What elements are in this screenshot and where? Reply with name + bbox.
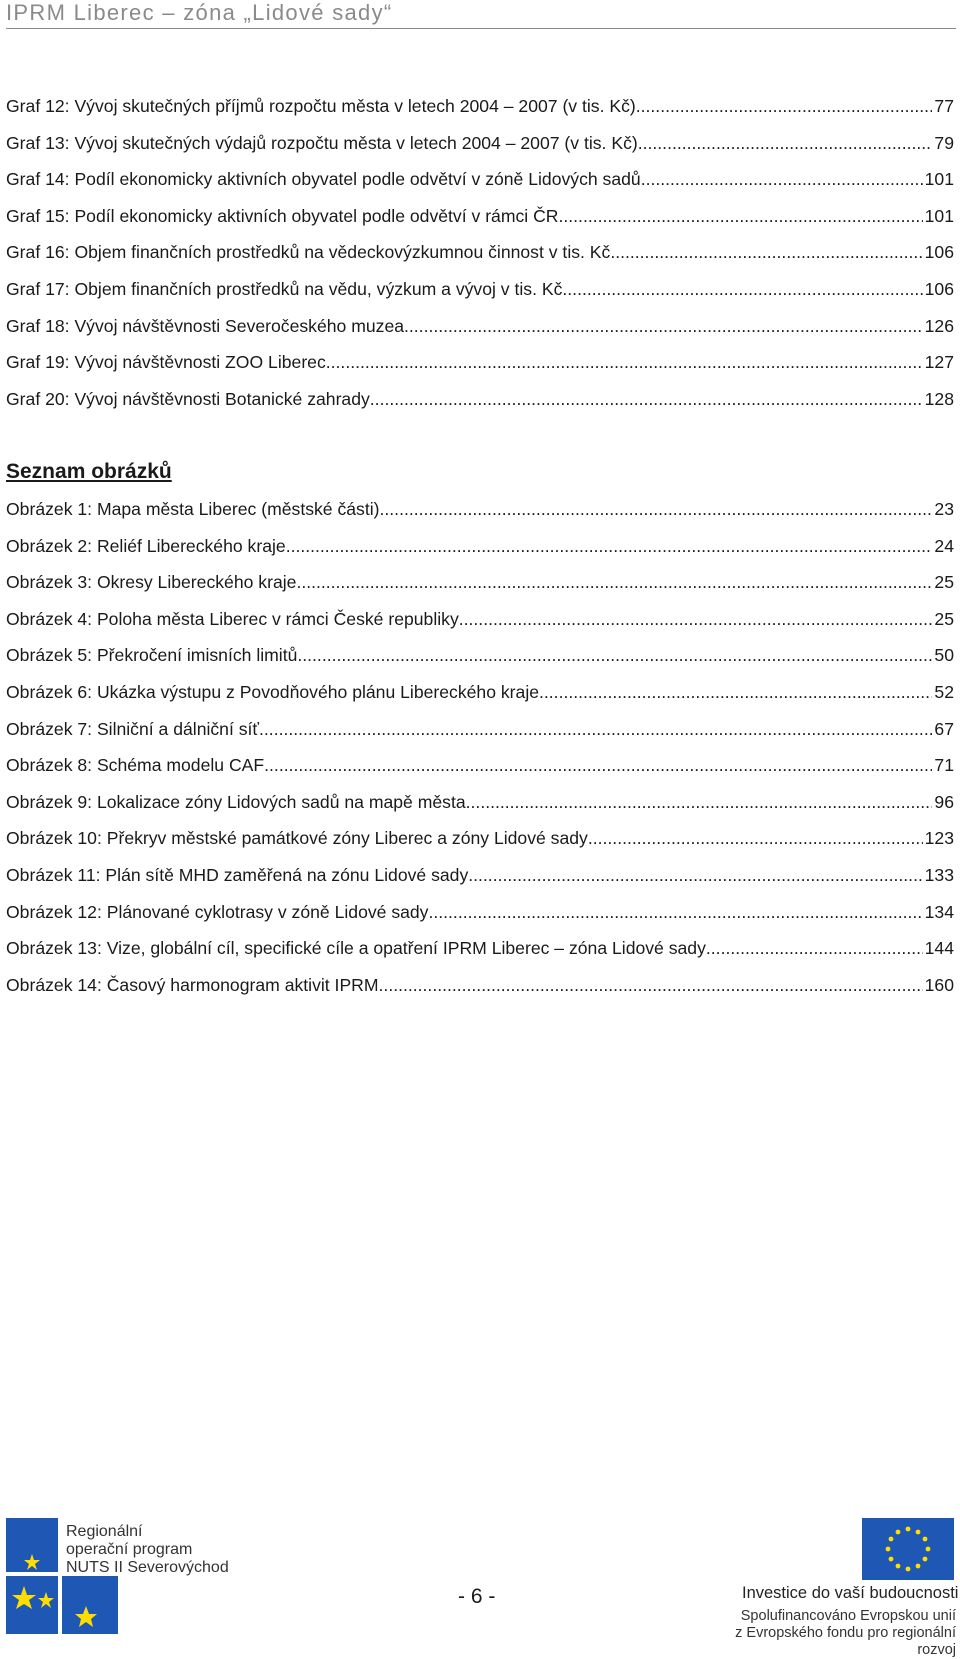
figure-list-entry[interactable]: [6, 901, 954, 938]
cofinance-line-1: Spolufinancováno Evropskou unií: [740, 1608, 956, 1624]
entry-page-number: 23: [934, 499, 954, 519]
dot-leader: [466, 791, 933, 813]
entry-title: Graf 16: Objem finančních prostředků na vědeckovýzkumnou činnost v tis. Kč: [6, 242, 611, 263]
entry-title: Graf 14: Podíl ekonomicky aktivních obyvatel podle odvětví v zóně Lidových sadů: [6, 169, 641, 190]
entry-page-number: 24: [934, 535, 954, 556]
entry-page-number: 101: [924, 169, 954, 190]
entry-title: Obrázek 5: Překročení imisních limitů: [6, 645, 298, 666]
entry-page-number: 52: [934, 681, 954, 702]
entry-page-number: 79: [934, 132, 954, 153]
dot-leader: [610, 241, 922, 263]
chart-list-entry[interactable]: [6, 388, 954, 425]
entry-title: Obrázek 10: Překryv městské památkové zóny Liberec a zóny Lidové sady: [6, 828, 588, 849]
dot-leader: [641, 168, 923, 190]
rop-line-2: operační program: [66, 1541, 193, 1558]
entry-title: Graf 19: Vývoj návštěvnosti ZOO Liberec: [6, 352, 326, 373]
header-divider: [6, 28, 956, 29]
figure-list: [6, 498, 954, 1010]
dot-leader: [459, 608, 933, 630]
entry-page-number: 77: [934, 96, 954, 116]
dot-leader: [297, 644, 932, 666]
dot-leader: [468, 864, 922, 886]
document-title: IPRM Liberec – zóna „Lidové sady“: [6, 0, 393, 25]
entry-title: Obrázek 6: Ukázka výstupu z Povodňového plánu Libereckého kraje: [6, 681, 540, 702]
chart-list: [6, 95, 954, 424]
entry-page-number: 71: [934, 755, 954, 776]
entry-title: Obrázek 8: Schéma modelu CAF: [6, 755, 265, 776]
entry-title: Graf 18: Vývoj návštěvnosti Severočeského muzea: [6, 315, 405, 336]
cofinance-line-2: z Evropského fondu pro regionální rozvoj: [735, 1625, 956, 1658]
entry-title: Obrázek 7: Silniční a dálniční síť: [6, 718, 260, 739]
page-header: [6, 0, 956, 30]
chart-list-entry[interactable]: [6, 205, 954, 242]
figure-list-entry[interactable]: [6, 535, 954, 572]
entry-title: Graf 20: Vývoj návštěvnosti Botanické zahrady: [6, 388, 370, 409]
entry-page-number: 25: [934, 572, 954, 593]
entry-page-number: 160: [924, 974, 954, 995]
entry-title: Obrázek 11: Plán sítě MHD zaměřená na zónu Lidové sady: [6, 864, 469, 885]
chart-list-entry[interactable]: [6, 278, 954, 315]
figure-list-entry[interactable]: [6, 644, 954, 681]
dot-leader: [259, 718, 932, 740]
figure-list-entry[interactable]: [6, 608, 954, 645]
page-number: - 6 -: [458, 1585, 496, 1608]
chart-list-entry[interactable]: [6, 168, 954, 205]
dot-leader: [428, 901, 922, 923]
entry-page-number: 101: [924, 205, 954, 226]
eu-flag-icon: [862, 1518, 954, 1580]
entry-page-number: 127: [924, 352, 954, 373]
entry-page-number: 133: [924, 864, 954, 885]
chart-list-entry[interactable]: [6, 315, 954, 352]
entry-title: Graf 13: Vývoj skutečných výdajů rozpočtu města v letech 2004 – 2007 (v tis. Kč): [6, 132, 638, 153]
rop-flag-right-block: [62, 1576, 118, 1634]
entry-page-number: 123: [924, 828, 954, 849]
entry-title: Obrázek 1: Mapa města Liberec (městské části): [6, 499, 380, 519]
entry-title: Graf 12: Vývoj skutečných příjmů rozpočtu města v letech 2004 – 2007 (v tis. Kč): [6, 96, 636, 116]
dot-leader: [638, 132, 933, 154]
dot-leader: [404, 315, 923, 337]
figure-list-entry[interactable]: [6, 754, 954, 791]
figure-list-entry[interactable]: [6, 571, 954, 608]
figure-list-entry[interactable]: [6, 864, 954, 901]
figure-list-entry[interactable]: [6, 937, 954, 974]
rop-logo: [6, 1518, 236, 1634]
eu-slogan: Investice do vaší budoucnosti: [742, 1584, 959, 1602]
dot-leader: [636, 95, 933, 117]
entry-title: Graf 17: Objem finančních prostředků na vědu, výzkum a vývoj v tis. Kč: [6, 278, 563, 299]
dot-leader: [264, 754, 932, 776]
entry-page-number: 25: [934, 608, 954, 629]
entry-page-number: 50: [934, 645, 954, 666]
entry-page-number: 144: [924, 938, 954, 959]
figures-heading: Seznam obrázků: [6, 460, 172, 483]
dot-leader: [296, 571, 932, 593]
entry-page-number: 67: [934, 718, 954, 739]
entry-page-number: 126: [924, 315, 954, 336]
chart-list-entry[interactable]: [6, 132, 954, 169]
figure-list-entry[interactable]: [6, 791, 954, 828]
rop-flag-bottom-block: [6, 1576, 58, 1634]
dot-leader: [326, 351, 923, 373]
entry-page-number: 128: [924, 388, 954, 409]
chart-list-entry[interactable]: [6, 241, 954, 278]
entry-title: Obrázek 12: Plánované cyklotrasy v zóně Lidové sady: [6, 901, 429, 922]
rop-line-3: NUTS II Severovýchod: [66, 1559, 229, 1576]
dot-leader: [380, 498, 933, 520]
entry-page-number: 106: [924, 242, 954, 263]
entry-title: Graf 15: Podíl ekonomicky aktivních obyvatel podle odvětví v rámci ČR: [6, 205, 559, 226]
figure-list-entry[interactable]: [6, 681, 954, 718]
figure-list-entry[interactable]: [6, 718, 954, 755]
entry-title: Obrázek 2: Reliéf Libereckého kraje: [6, 535, 286, 556]
entry-title: Obrázek 4: Poloha města Liberec v rámci České republiky: [6, 608, 459, 629]
dot-leader: [588, 827, 923, 849]
entry-title: Obrázek 13: Vize, globální cíl, specifické cíle a opatření IPRM Liberec – zóna Lidové sady: [6, 938, 706, 959]
eu-cofinance-text: [700, 1608, 956, 1659]
dot-leader: [539, 681, 932, 703]
entry-page-number: 96: [934, 791, 954, 812]
dot-leader: [370, 388, 923, 410]
chart-list-entry[interactable]: [6, 351, 954, 388]
dot-leader: [562, 278, 922, 300]
entry-title: Obrázek 3: Okresy Libereckého kraje: [6, 572, 297, 593]
rop-line-1: Regionální: [66, 1523, 143, 1540]
figure-list-entry[interactable]: [6, 827, 954, 864]
entry-page-number: 134: [924, 901, 954, 922]
entry-title: Obrázek 14: Časový harmonogram aktivit IPRM: [6, 974, 379, 995]
entry-title: Obrázek 9: Lokalizace zóny Lidových sadů na mapě města: [6, 791, 466, 812]
figure-list-entry[interactable]: [6, 498, 954, 535]
entry-page-number: 106: [924, 278, 954, 299]
dot-leader: [379, 974, 923, 996]
dot-leader: [559, 205, 923, 227]
chart-list-entry[interactable]: [6, 95, 954, 132]
figure-list-entry[interactable]: [6, 974, 954, 1011]
dot-leader: [286, 535, 933, 557]
dot-leader: [706, 937, 923, 959]
